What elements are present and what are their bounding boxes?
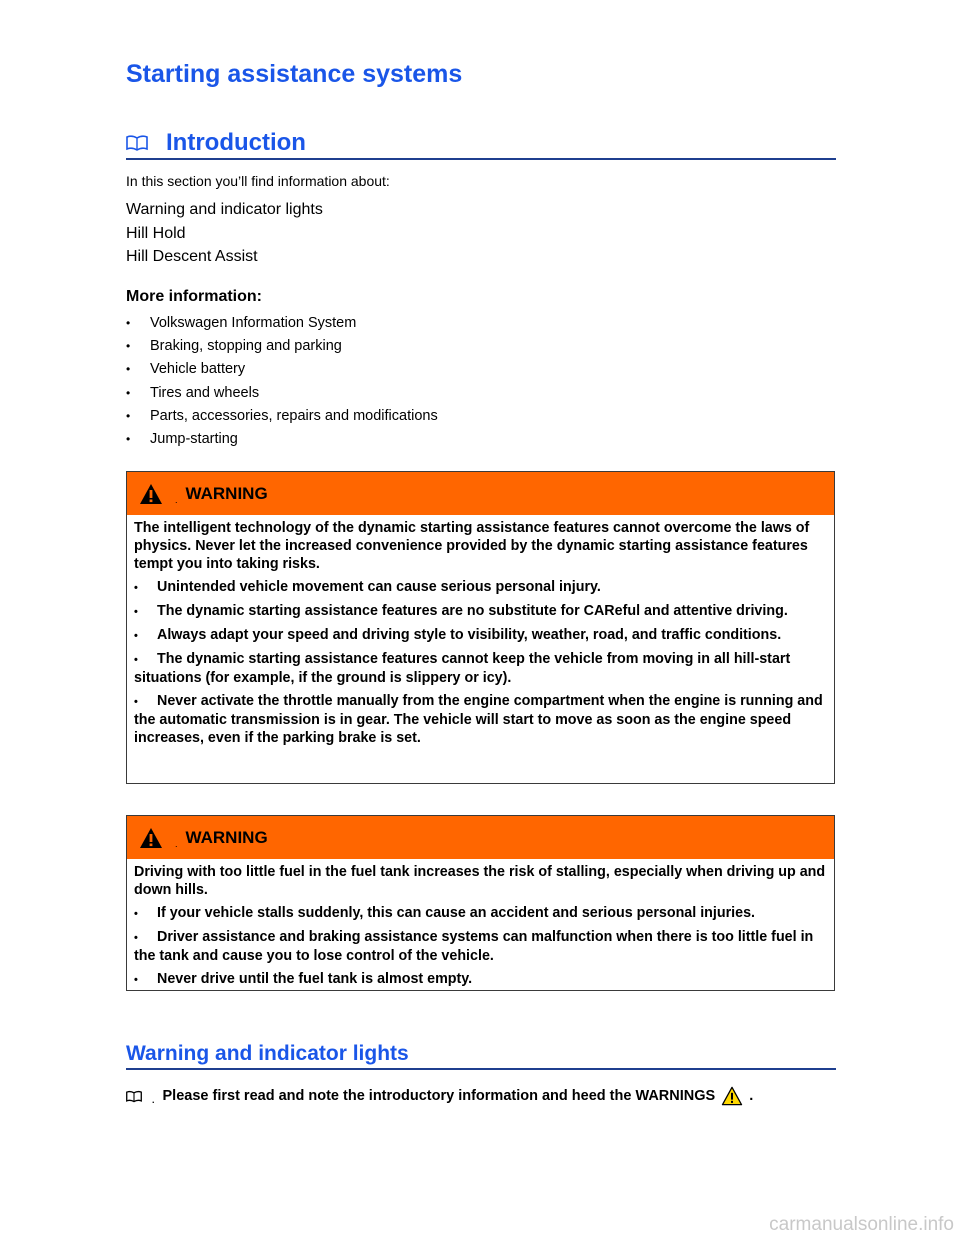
warning-item: • Driver assistance and braking assistance systems can malfunction when there is too little fuel in the tank and cause you to lose control of the vehicle. [134,929,814,964]
bullet: • [126,408,131,423]
warning-item: • If your vehicle stalls suddenly, this can cause an accident and serious personal injuries. [134,905,756,921]
warning-box [126,471,835,784]
bullet: • [126,315,131,330]
warning-header [127,816,834,859]
warning-marker: . [175,495,178,505]
intro-heading-text: Introduction [166,129,306,156]
warning-title: WARNING [185,483,268,503]
warning-item: • The dynamic starting assistance features cannot keep the vehicle from moving in all hill-start situations (for example, if the ground is slippery or icy). [134,651,791,686]
list-item[interactable]: • Jump-starting [126,431,238,448]
warning-box [126,815,835,991]
warning-intro: The intelligent technology of the dynamic starting assistance features cannot overcome the laws of physics. Never let the increased convenience provided by the dynamic starting assistance features tempt you into taking risks. [134,520,810,572]
bullet: • [134,582,138,594]
topic-link[interactable]: Warning and indicator lights [126,201,323,218]
warning-item: • Never drive until the fuel tank is almost empty. [134,971,473,987]
bullet: • [134,932,138,944]
warning-title: WARNING [185,827,268,847]
list-item[interactable]: • Braking, stopping and parking [126,337,342,354]
warning-marker: . [175,839,178,849]
warning-triangle-icon [139,827,163,849]
topic-link[interactable]: Hill Hold [126,224,186,242]
warning-triangle-icon [139,483,163,505]
bullet: • [134,696,138,708]
warning-triangle-icon[interactable] [721,1086,743,1106]
warning-intro: Driving with too little fuel in the fuel tank increases the risk of stalling, especially when driving up and down hills. [134,864,826,898]
warning-item: • The dynamic starting assistance features are no substitute for CAReful and attentive driving. [134,603,788,619]
note-marker: . [152,1095,155,1105]
warning-body [127,859,834,989]
more-info-list [126,311,438,451]
bullet: • [126,362,131,377]
warning-body [127,515,834,747]
warning-item: • Always adapt your speed and driving style to visibility, weather, road, and traffic conditions. [134,627,782,643]
bullet: • [126,385,131,400]
bullet: • [134,974,138,986]
section-heading [126,1040,836,1070]
warning-item: • Unintended vehicle movement can cause serious personal injury. [134,579,601,595]
topic-link[interactable]: Hill Descent Assist [126,248,258,265]
warning-header [127,472,834,515]
bullet: • [134,606,138,618]
book-icon [126,135,148,151]
book-icon [126,1090,142,1103]
note-end: . [749,1088,754,1104]
bullet: • [134,654,138,666]
list-item[interactable]: • Volkswagen Information System [126,314,357,331]
page-title: Starting assistance systems [126,60,463,88]
read-first-note [126,1086,753,1106]
watermark: carmanualsonline.info [769,1214,954,1235]
list-item[interactable]: • Parts, accessories, repairs and modifications [126,407,438,424]
intro-heading [126,128,836,160]
list-item[interactable]: • Vehicle battery [126,361,246,378]
bullet: • [126,338,131,353]
list-item[interactable]: • Tires and wheels [126,384,260,401]
warning-item: • Never activate the throttle manually from the engine compartment when the engine is running and the automatic transmission is in gear. The vehicle will start to move as soon as the engine speed increases, even if the parking brake is set. [134,693,823,746]
bullet: • [126,432,131,447]
bullet: • [134,908,138,920]
intro-lead: In this section you’ll find information about: [126,173,390,189]
bullet: • [134,630,138,642]
note-text: Please first read and note the introductory information and heed the WARNINGS [162,1088,716,1104]
more-info-title: More information: [126,288,262,305]
topic-list [126,198,323,269]
section-heading-text: Warning and indicator lights [126,1042,409,1065]
